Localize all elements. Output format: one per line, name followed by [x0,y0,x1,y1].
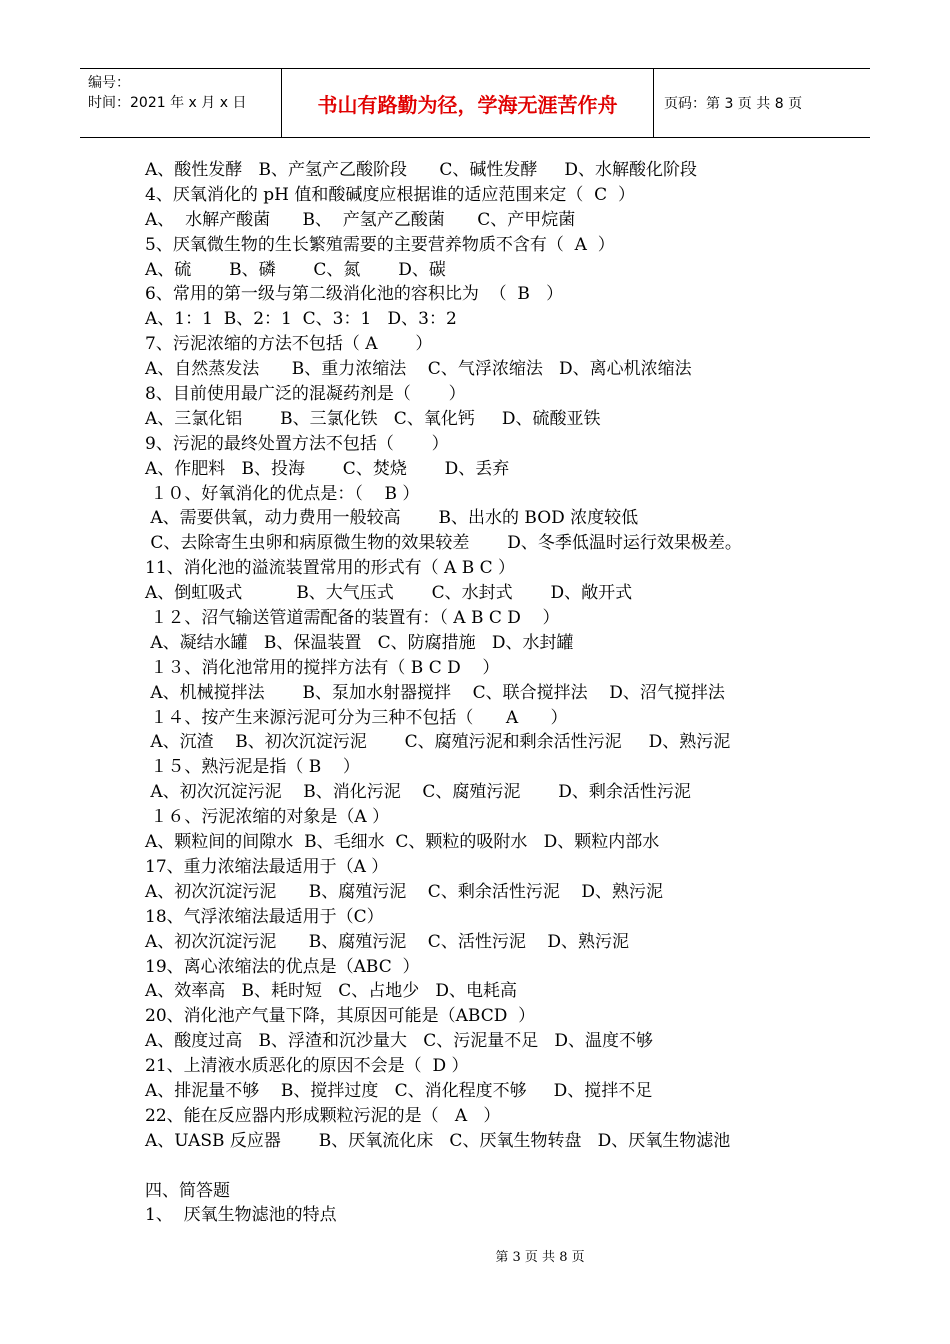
blank-line [145,1154,845,1179]
text-line: A、自然蒸发法 B、重力浓缩法 C、气浮浓缩法 D、离心机浓缩法 [145,359,692,380]
text-line: 7、污泥浓缩的方法不包括（ A ） [145,334,433,355]
text-line: A、酸性发酵 B、产氢产乙酸阶段 C、碱性发酵 D、水解酸化阶段 [145,160,698,180]
text-line: １０、好氧消化的优点是：（ B ） [145,483,420,504]
text-line: A、初次沉淀污泥 B、腐殖污泥 C、活性污泥 D、熟污泥 [145,931,630,952]
text-line: A、机械搅拌法 B、泵加水射器搅拌 C、联合搅拌法 D、沼气搅拌法 [145,682,725,703]
text-line: 19、离心浓缩法的优点是（ABC ） [145,956,420,977]
text-line: A、沉渣 B、初次沉淀污泥 C、腐殖污泥和剩余活性污泥 D、熟污泥 [145,732,731,753]
page-header [80,68,870,138]
text-line: 6、常用的第一级与第二级消化池的容积比为 （ B ） [145,284,564,305]
text-line: １４、按产生来源污泥可分为三种不包括（ A ） [145,707,568,728]
header-motto: 书山有路勤为径，学海无涯苦作舟 [282,69,654,137]
text-line: A、1：1 B、2：1 C、3：1 D、3：2 [145,309,457,330]
text-line: 四、简答题 [145,1180,230,1201]
number-label: 编号： [88,75,130,91]
text-line: A、凝结水罐 B、保温装置 C、防腐措施 D、水封罐 [145,632,574,653]
text-line: A、作肥料 B、投海 C、焚烧 D、丢弃 [145,458,510,479]
header-page-info: 页码：第 3 页 共 8 页 [664,96,803,112]
text-line: A、效率高 B、耗时短 C、占地少 D、电耗高 [145,981,518,1002]
text-line: A、需要供氧，动力费用一般较高 B、出水的 BOD 浓度较低 [145,508,639,529]
text-line: 22、能在反应器内形成颗粒污泥的是（ A ） [145,1105,501,1126]
text-line: 18、气浮浓缩法最适用于（C） [145,906,384,927]
text-line: A、硫 B、磷 C、氮 D、碳 [145,259,446,280]
text-line: C、去除寄生虫卵和病原微生物的效果较差 D、冬季低温时运行效果极差。 [145,533,742,554]
header-info-cell [80,69,282,137]
text-line: １５、熟污泥是指（ B ） [145,757,360,778]
text-line: １２、沼气输送管道需配备的装置有：（ A B C D ） [145,608,560,629]
text-line: 21、上清液水质恶化的原因不会是（ D ） [145,1056,469,1077]
text-line: 4、厌氧消化的 pH 值和酸碱度应根据谁的适应范围来定（ C ） [145,184,635,205]
text-line: A、三氯化铝 B、三氯化铁 C、氧化钙 D、硫酸亚铁 [145,408,601,429]
text-line: 20、消化池产气量下降，其原因可能是（ABCD ） [145,1006,536,1027]
text-line: A、初次沉淀污泥 B、腐殖污泥 C、剩余活性污泥 D、熟污泥 [145,881,664,902]
text-line: A、倒虹吸式 B、大气压式 C、水封式 D、敞开式 [145,583,633,604]
text-line: A、酸度过高 B、浮渣和沉沙量大 C、污泥量不足 D、温度不够 [145,1031,654,1052]
time-label: 时间：2021 年 x 月 x 日 [88,95,247,111]
text-line: 11、消化池的溢流装置常用的形式有（ A B C ） [145,558,516,579]
text-line: １３、消化池常用的搅拌方法有（ B C D ） [145,657,500,678]
text-line: A、初次沉淀污泥 B、消化污泥 C、腐殖污泥 D、剩余活性污泥 [145,782,691,803]
text-line: A、排泥量不够 B、搅拌过度 C、消化程度不够 D、搅拌不足 [145,1080,653,1101]
text-line: 5、厌氧微生物的生长繁殖需要的主要营养物质不含有（ A ） [145,234,615,255]
text-line: 17、重力浓缩法最适用于（A ） [145,856,389,877]
text-line: A、颗粒间的间隙水 B、毛细水 C、颗粒的吸附水 D、颗粒内部水 [145,832,660,853]
text-line: 8、目前使用最广泛的混凝药剂是（ ） [145,384,466,405]
page-footer [0,1246,950,1265]
text-line: 1、 厌氧生物滤池的特点 [145,1205,337,1226]
document-body [145,158,845,1228]
footer-page-number: 第 3 页 共 8 页 [495,1250,585,1265]
text-line: A、UASB 反应器 B、厌氧流化床 C、厌氧生物转盘 D、厌氧生物滤池 [145,1130,731,1151]
text-line: A、 水解产酸菌 B、 产氢产乙酸菌 C、产甲烷菌 [145,209,576,230]
text-line: １６、污泥浓缩的对象是（A ） [145,807,390,828]
text-line: 9、污泥的最终处置方法不包括（ ） [145,433,449,454]
